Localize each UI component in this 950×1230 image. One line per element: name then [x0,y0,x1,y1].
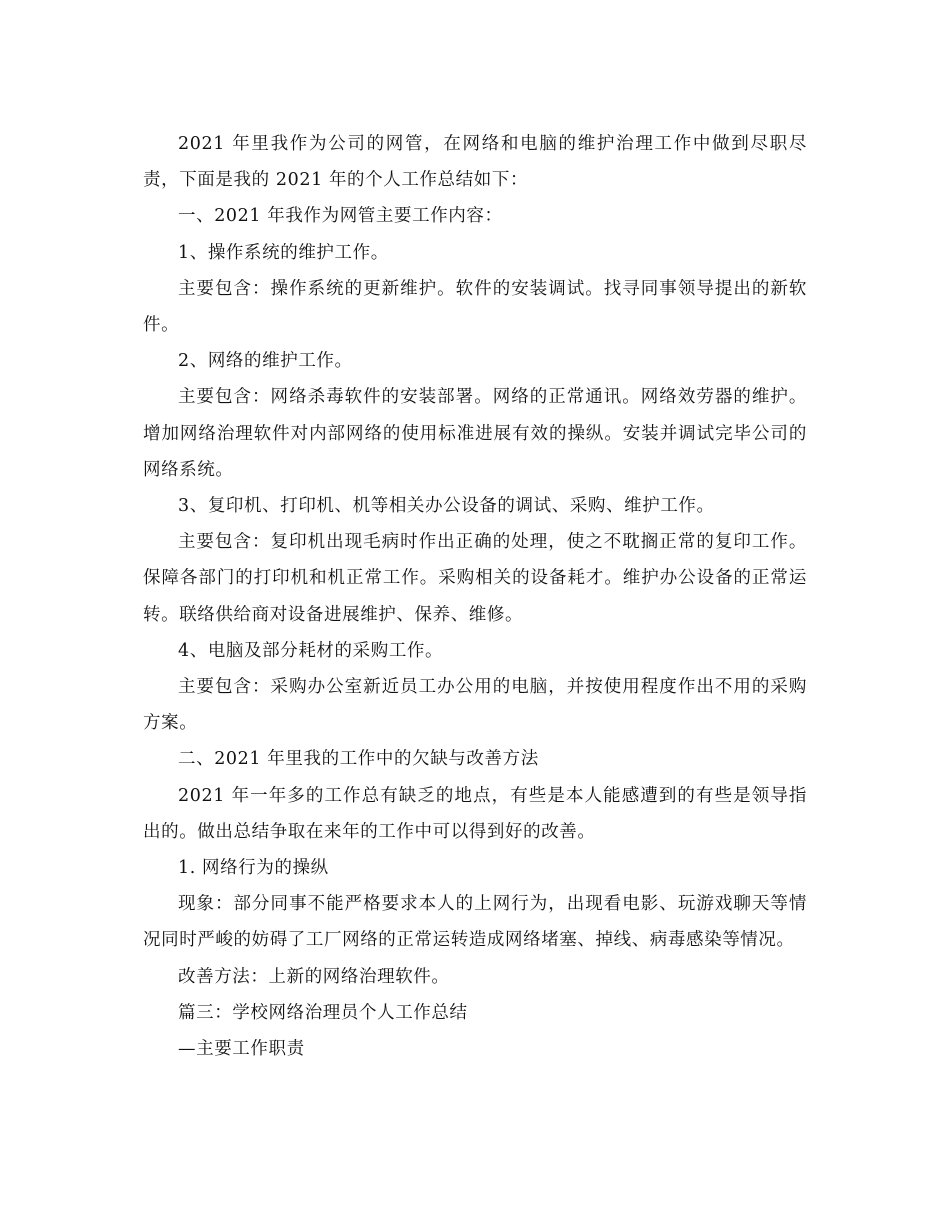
paragraph-phenomenon: 现象：部分同事不能严格要求本人的上网行为，出现看电影、玩游戏聊天等情况同时严峻的妨碍了工厂网络的正常运转造成网络堵塞、掉线、病毒感染等情况。 [143,894,807,951]
paragraph-os-details: 主要包含：操作系统的更新维护。软件的安装调试。找寻同事领导提出的新软件。 [143,278,807,336]
section-heading-shortcomings: 二、2021 年里我的工作中的欠缺与改善方法 [178,749,539,770]
chapter-heading-school-network-admin: 篇三：学校网络治理员个人工作总结 [178,1002,468,1023]
section-heading-main-work: 一、2021 年我作为网管主要工作内容： [178,206,503,227]
item-heading-procurement: 4、电脑及部分耗材的采购工作。 [178,640,444,661]
paragraph-office-equipment-details: 主要包含：复印机出现毛病时作出正确的处理，使之不耽搁正常的复印工作。保障各部门的打印机和机正常工作。采购相关的设备耗才。维护办公设备的正常运转。联络供给商对设备进展维护、保养、维修。 [143,532,807,625]
item-heading-office-equipment: 3、复印机、打印机、机等相关办公设备的调试、采购、维护工作。 [178,496,715,517]
paragraph-intro: 2021 年里我作为公司的网管，在网络和电脑的维护治理工作中做到尽职尽责，下面是我的 2021 年的个人工作总结如下： [143,134,807,191]
item-heading-os-maintenance: 1、操作系统的维护工作。 [178,242,389,263]
paragraph-procurement-details: 主要包含：采购办公室新近员工办公用的电脑，并按使用程度作出不用的采购方案。 [143,677,807,734]
paragraph-shortcomings-intro: 2021 年一年多的工作总有缺乏的地点，有些是本人能感遭到的有些是领导指出的。做出总结争取在来年的工作中可以得到好的改善。 [143,785,807,842]
item-heading-network-behavior: 1. 网络行为的操纵 [178,858,329,879]
subheading-main-duties: —主要工作职责 [178,1039,305,1060]
paragraph-improvement: 改善方法：上新的网络治理软件。 [178,966,450,987]
document-body [143,126,807,1067]
item-heading-network-maintenance: 2、网络的维护工作。 [178,351,353,372]
paragraph-network-details: 主要包含：网络杀毒软件的安装部署。网络的正常通讯。网络效劳器的维护。增加网络治理软件对内部网络的使用标准进展有效的操纵。安装并调试完毕公司的网络系统。 [143,387,807,480]
